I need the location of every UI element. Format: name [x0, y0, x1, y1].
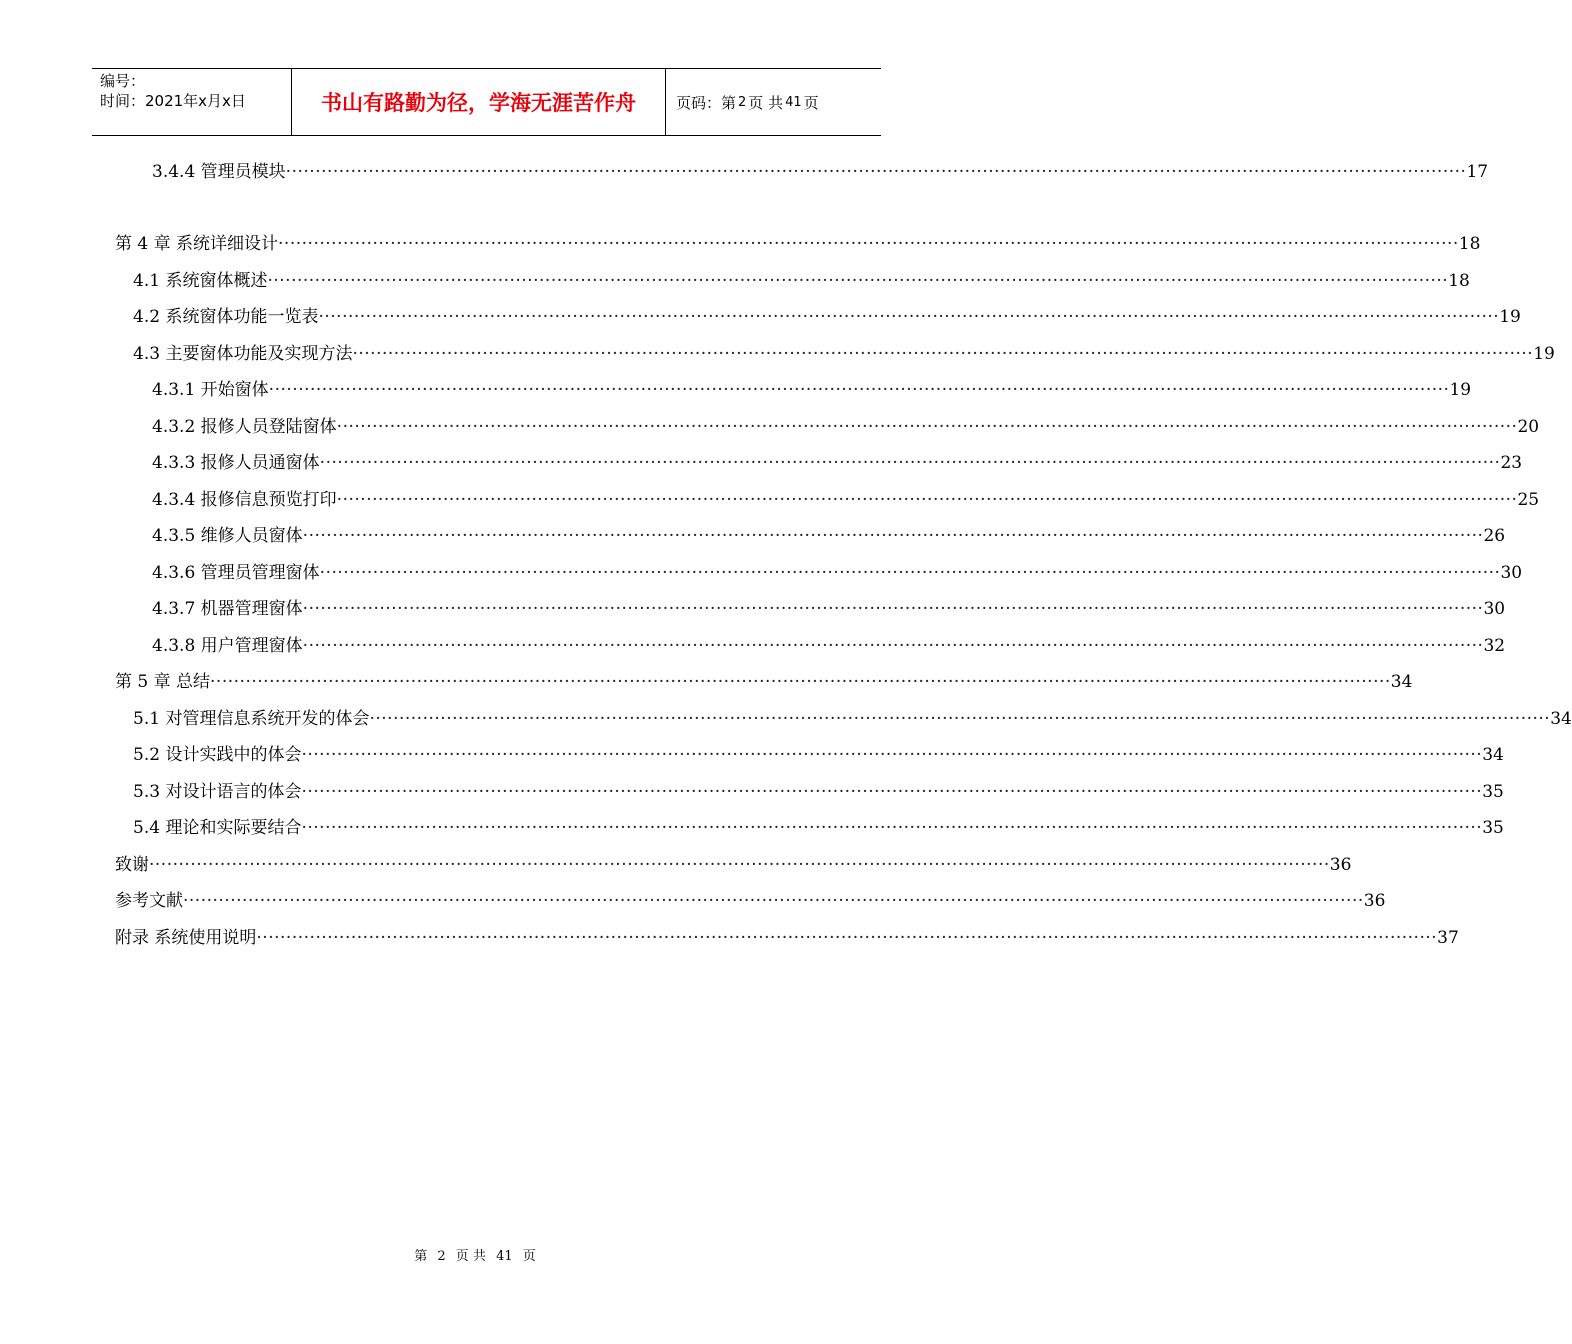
toc-leader-dots: ········································································································································································································ [336, 417, 1518, 437]
toc-entry[interactable] [133, 707, 1572, 731]
header-page-suffix: 页 [803, 93, 819, 112]
toc-entry-page: 20 [1517, 417, 1540, 437]
toc-entry-page: 32 [1483, 636, 1506, 656]
toc-entry-title: 4.3.5 维修人员窗体 [152, 526, 303, 546]
toc-entry-page: 26 [1483, 526, 1506, 546]
toc-entry-page: 19 [1533, 344, 1555, 364]
toc-entry-title: 第 4 章 系统详细设计 [115, 234, 279, 254]
toc-entry-title: 5.1 对管理信息系统开发的体会 [133, 709, 370, 729]
toc-entry-page: 34 [1482, 745, 1504, 765]
toc-entry-page: 23 [1500, 453, 1523, 473]
toc-entry[interactable] [152, 561, 1523, 585]
toc-leader-dots: ········································································································································································································ [318, 307, 1500, 327]
page-header [92, 68, 881, 136]
toc-leader-dots: ········································································································································································································ [336, 490, 1518, 510]
toc-entry[interactable] [152, 451, 1523, 475]
toc-entry-title: 5.2 设计实践中的体会 [133, 745, 302, 765]
toc-entry-page: 37 [1437, 928, 1459, 948]
header-page-prefix: 页码：第 [676, 93, 737, 112]
toc-entry-title: 5.3 对设计语言的体会 [133, 782, 302, 802]
toc-entry-page: 18 [1458, 234, 1481, 254]
toc-entry-page: 36 [1363, 891, 1386, 911]
header-page-current: 2 [738, 94, 747, 110]
toc-leader-dots: ········································································································································································································ [210, 672, 1391, 692]
toc-leader-dots: ········································································································································································································ [183, 891, 1364, 911]
toc-entry[interactable] [115, 926, 1459, 950]
toc-entry-page: 35 [1482, 818, 1504, 838]
toc-entry[interactable] [152, 634, 1506, 658]
toc-leader-dots: ········································································································································································································ [302, 526, 1484, 546]
toc-entry-page: 25 [1517, 490, 1540, 510]
header-page-total: 41 [785, 94, 802, 110]
toc-entry-title: 4.3.7 机器管理窗体 [152, 599, 303, 619]
toc-entry[interactable] [152, 160, 1489, 184]
toc-leader-dots: ········································································································································································································ [319, 563, 1501, 583]
toc-entry[interactable] [152, 415, 1540, 439]
toc-entry[interactable] [133, 342, 1555, 366]
toc-entry[interactable] [133, 780, 1504, 804]
toc-entry[interactable] [115, 232, 1481, 256]
toc-leader-dots: ········································································································································································································ [285, 162, 1467, 182]
footer-current-page: 2 [437, 1249, 446, 1264]
toc-leader-dots: ········································································································································································································ [302, 636, 1484, 656]
toc-entry-page: 17 [1466, 162, 1489, 182]
toc-entry-title: 5.4 理论和实际要结合 [133, 818, 302, 838]
toc-leader-dots: ········································································································································································································ [369, 709, 1551, 729]
toc-entry[interactable] [115, 670, 1413, 694]
toc-leader-dots: ········································································································································································································ [352, 344, 1534, 364]
serial-label: 编号： [100, 72, 146, 90]
toc-entry-title: 4.3.3 报修人员通窗体 [152, 453, 320, 473]
toc-entry-title: 参考文献 [115, 891, 183, 911]
toc-entry-page: 30 [1500, 563, 1523, 583]
header-meta [92, 69, 292, 135]
toc-entry-page: 19 [1449, 380, 1472, 400]
toc-entry-page: 35 [1482, 782, 1504, 802]
toc-entry-page: 18 [1448, 271, 1470, 291]
footer-mid: 页 共 [455, 1249, 486, 1264]
toc-entry-title: 4.2 系统窗体功能一览表 [133, 307, 319, 327]
toc-entry-title: 致谢 [115, 855, 149, 875]
page-footer [0, 1245, 950, 1264]
toc-entry[interactable] [152, 378, 1472, 402]
footer-prefix: 第 [414, 1249, 428, 1264]
toc-entry-title: 4.1 系统窗体概述 [133, 271, 268, 291]
toc-entry-page: 34 [1550, 709, 1572, 729]
toc-entry-title: 第 5 章 总结 [115, 672, 211, 692]
toc-entry-page: 30 [1483, 599, 1506, 619]
toc-entry-title: 4.3.2 报修人员登陆窗体 [152, 417, 337, 437]
toc-entry[interactable] [152, 597, 1506, 621]
toc-entry-page: 19 [1499, 307, 1521, 327]
toc-entry[interactable] [133, 305, 1521, 329]
toc-leader-dots: ········································································································································································································ [301, 782, 1483, 802]
toc-leader-dots: ········································································································································································································ [301, 745, 1483, 765]
toc-leader-dots: ········································································································································································································ [319, 453, 1501, 473]
toc-entry[interactable] [133, 816, 1504, 840]
toc-leader-dots: ········································································································································································································ [149, 855, 1330, 875]
toc-entry-page: 34 [1390, 672, 1413, 692]
header-page-info [666, 69, 881, 135]
footer-total-pages: 41 [496, 1249, 513, 1264]
toc-entry-page: 36 [1329, 855, 1352, 875]
toc-entry-title: 4.3.4 报修信息预览打印 [152, 490, 337, 510]
toc-leader-dots: ········································································································································································································ [302, 599, 1484, 619]
toc-leader-dots: ········································································································································································································ [278, 234, 1459, 254]
header-motto: 书山有路勤为径，学海无涯苦作舟 [292, 69, 666, 135]
toc-entry-title: 附录 系统使用说明 [115, 928, 257, 948]
toc-entry[interactable] [152, 524, 1506, 548]
toc-entry[interactable] [115, 853, 1352, 877]
toc-entry-title: 4.3.8 用户管理窗体 [152, 636, 303, 656]
toc-entry-title: 4.3.1 开始窗体 [152, 380, 269, 400]
toc-entry-title: 3.4.4 管理员模块 [152, 162, 286, 182]
toc-entry[interactable] [133, 743, 1504, 767]
toc-entry[interactable] [133, 269, 1470, 293]
toc-leader-dots: ········································································································································································································ [256, 928, 1438, 948]
toc-leader-dots: ········································································································································································································ [267, 271, 1449, 291]
toc-entry-title: 4.3 主要窗体功能及实现方法 [133, 344, 353, 364]
toc-leader-dots: ········································································································································································································ [268, 380, 1450, 400]
toc-entry[interactable] [152, 488, 1540, 512]
time-label: 时间：2021年x月x日 [100, 92, 246, 110]
toc-entry-title: 4.3.6 管理员管理窗体 [152, 563, 320, 583]
toc-leader-dots: ········································································································································································································ [301, 818, 1483, 838]
toc-entry[interactable] [115, 889, 1386, 913]
footer-suffix: 页 [522, 1249, 536, 1264]
header-page-mid: 页 共 [748, 93, 784, 112]
